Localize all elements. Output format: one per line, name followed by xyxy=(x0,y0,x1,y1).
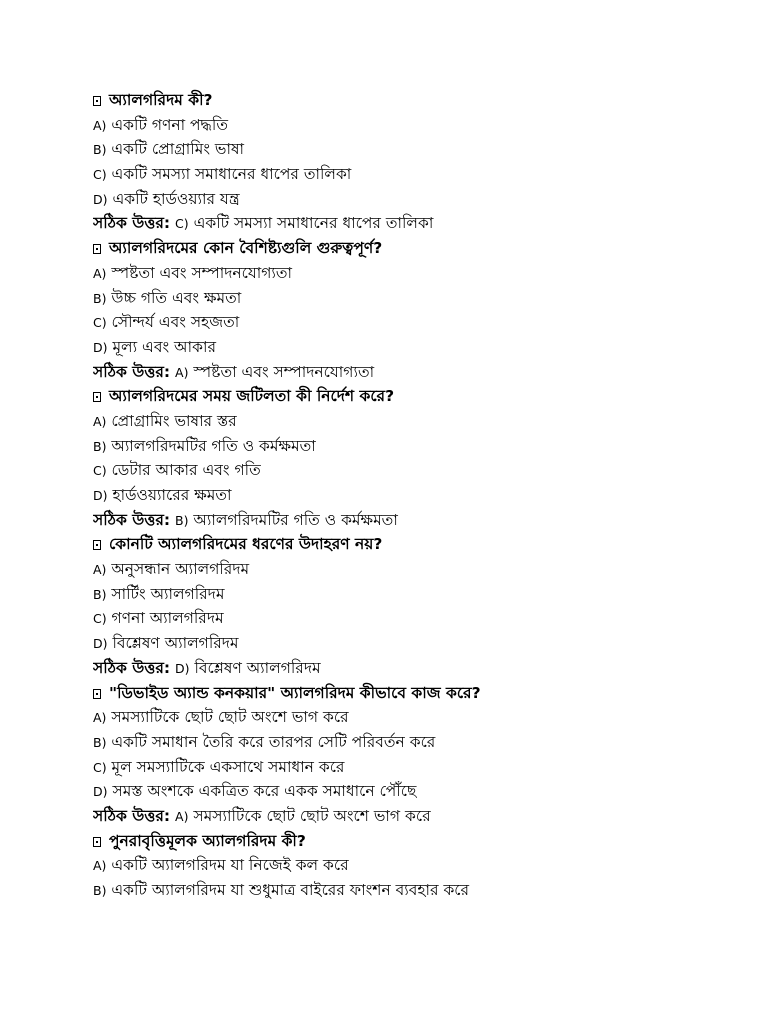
option-item xyxy=(93,631,733,656)
option-text: প্রোগ্রামিং ভাষার স্তর xyxy=(111,411,237,430)
option-text: একটি গণনা পদ্ধতি xyxy=(111,115,228,134)
option-text: একটি সমস্যা সমাধানের ধাপের তালিকা xyxy=(111,165,352,184)
option-letter: B) xyxy=(93,883,107,898)
question-text xyxy=(93,829,733,854)
answer-text: একটি সমস্যা সমাধানের ধাপের তালিকা xyxy=(193,214,434,233)
answer-label: সঠিক উত্তর: xyxy=(93,658,171,677)
option-text: সার্টিং অ্যালগরিদম xyxy=(111,584,225,603)
option-item xyxy=(93,483,733,508)
option-text: বিশ্লেষণ অ্যালগরিদম xyxy=(112,634,239,653)
option-item xyxy=(93,335,733,360)
option-text: সৌন্দর্য এবং সহজতা xyxy=(111,313,240,332)
answer-label: সঠিক উত্তর: xyxy=(93,362,171,381)
option-item xyxy=(93,582,733,607)
answer-text: স্পষ্টতা এবং সম্পাদনযোগ্যতা xyxy=(193,362,375,381)
missing-glyph-icon xyxy=(93,689,101,699)
option-text: হার্ডওয়্যারের ক্ষমতা xyxy=(112,486,232,504)
option-item xyxy=(93,755,733,780)
answer-letter: A) xyxy=(175,808,189,824)
answer-letter: D) xyxy=(175,660,190,676)
option-letter: C) xyxy=(93,611,107,627)
missing-glyph-icon xyxy=(93,244,101,254)
option-text: একটি অ্যালগরিদম যা শুধুমাত্র বাইরের ফাংশন ব্যবহার করে xyxy=(111,881,470,899)
option-text: সমস্যাটিকে ছোট ছোট অংশে ভাগ করে xyxy=(111,708,349,727)
option-letter: A) xyxy=(93,413,107,429)
option-item xyxy=(93,878,733,903)
question-text xyxy=(93,681,733,706)
option-text: অনুসন্ধান অ্যালগরিদম xyxy=(111,560,250,579)
option-item xyxy=(93,409,733,434)
option-text: ডেটার আকার এবং গতি xyxy=(111,461,261,480)
option-text: অ্যালগরিদমটির গতি ও কর্মক্ষমতা xyxy=(111,436,316,455)
option-item xyxy=(93,557,733,582)
answer-text: সমস্যাটিকে ছোট ছোট অংশে ভাগ করে xyxy=(193,806,431,825)
option-letter: D) xyxy=(93,339,108,355)
option-letter: A) xyxy=(93,265,107,281)
question-label: অ্যালগরিদমের সময় জটিলতা কী নির্দেশ করে? xyxy=(109,387,395,406)
answer-label: সঠিক উত্তর: xyxy=(93,806,171,825)
option-letter: B) xyxy=(93,734,107,750)
question-label: "ডিভাইড অ্যান্ড কনকয়ার" অ্যালগরিদম কীভাবে কাজ করে? xyxy=(109,683,481,702)
option-letter: D) xyxy=(93,191,108,207)
option-text: একটি প্রোগ্রামিং ভাষা xyxy=(111,140,245,159)
correct-answer xyxy=(93,804,733,829)
option-letter: B) xyxy=(93,438,107,454)
option-letter: D) xyxy=(93,636,108,652)
question-label: অ্যালগরিদমের কোন বৈশিষ্ট্যগুলি গুরুত্বপূর্ণ? xyxy=(109,239,383,258)
option-letter: C) xyxy=(93,463,107,479)
option-letter: D) xyxy=(93,488,108,503)
question-text xyxy=(93,236,733,261)
quiz-document xyxy=(93,88,733,903)
question-text xyxy=(93,532,733,557)
correct-answer xyxy=(93,508,733,533)
option-text: মূল্য এবং আকার xyxy=(112,337,216,356)
correct-answer xyxy=(93,211,733,236)
answer-text: বিশ্লেষণ অ্যালগরিদম xyxy=(194,658,321,677)
option-letter: D) xyxy=(93,784,108,800)
question-label: পুনরাবৃত্তিমূলক অ্যালগরিদম কী? xyxy=(109,831,306,850)
option-letter: A) xyxy=(93,562,107,578)
question-text xyxy=(93,384,733,409)
option-letter: C) xyxy=(93,759,107,775)
option-letter: C) xyxy=(93,315,107,331)
option-text: গণনা অ্যালগরিদম xyxy=(111,609,224,628)
missing-glyph-icon xyxy=(93,392,101,402)
option-item xyxy=(93,137,733,162)
answer-letter: B) xyxy=(175,512,189,528)
option-item xyxy=(93,434,733,459)
option-item xyxy=(93,853,733,878)
question-text xyxy=(93,88,733,113)
option-item xyxy=(93,705,733,730)
missing-glyph-icon xyxy=(93,837,101,847)
option-text: একটি হার্ডওয়্যার যন্ত্র xyxy=(112,189,240,208)
option-letter: A) xyxy=(93,858,107,874)
option-text: সমস্ত অংশকে একত্রিত করে একক সমাধানে পৌঁছে xyxy=(112,782,417,801)
option-letter: A) xyxy=(93,710,107,726)
answer-letter: A) xyxy=(175,364,189,380)
option-item xyxy=(93,779,733,804)
answer-label: সঠিক উত্তর: xyxy=(93,214,171,233)
option-item xyxy=(93,113,733,138)
option-letter: B) xyxy=(93,586,107,602)
answer-label: সঠিক উত্তর: xyxy=(93,510,171,529)
option-text: একটি অ্যালগরিদম যা নিজেই কল করে xyxy=(111,856,349,875)
correct-answer xyxy=(93,360,733,385)
answer-text: অ্যালগরিদমটির গতি ও কর্মক্ষমতা xyxy=(193,510,398,529)
option-letter: B) xyxy=(93,142,107,158)
missing-glyph-icon xyxy=(93,540,101,550)
option-letter: C) xyxy=(93,167,107,183)
option-item xyxy=(93,310,733,335)
option-item xyxy=(93,187,733,212)
option-letter: B) xyxy=(93,290,107,306)
correct-answer xyxy=(93,656,733,681)
option-text: মূল সমস্যাটিকে একসাথে সমাধান করে xyxy=(111,757,345,776)
option-item xyxy=(93,730,733,755)
answer-letter: C) xyxy=(175,216,189,232)
question-label: অ্যালগরিদম কী? xyxy=(109,91,213,109)
option-letter: A) xyxy=(93,117,107,133)
option-item xyxy=(93,458,733,483)
missing-glyph-icon xyxy=(93,96,101,106)
option-item xyxy=(93,162,733,187)
option-text: স্পষ্টতা এবং সম্পাদনযোগ্যতা xyxy=(111,263,293,282)
option-item xyxy=(93,286,733,311)
option-item xyxy=(93,261,733,286)
option-text: একটি সমাধান তৈরি করে তারপর সেটি পরিবর্তন করে xyxy=(111,732,436,751)
option-item xyxy=(93,606,733,631)
question-label: কোনটি অ্যালগরিদমের ধরণের উদাহরণ নয়? xyxy=(109,535,383,554)
option-text: উচ্চ গতি এবং ক্ষমতা xyxy=(111,288,242,307)
